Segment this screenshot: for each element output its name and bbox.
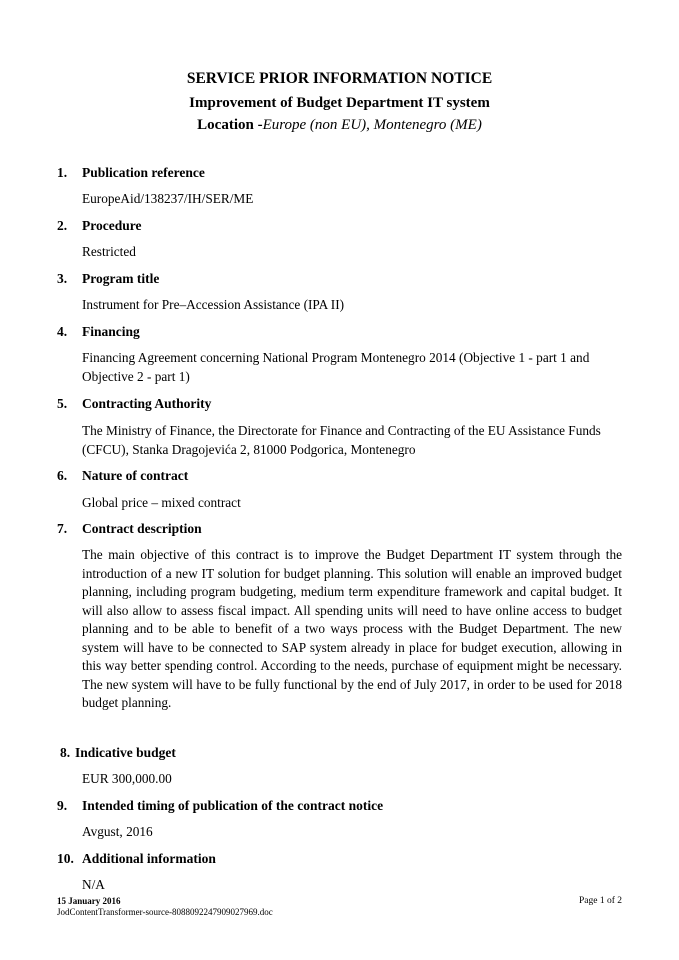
section-8-text: EUR 300,000.00 <box>82 771 172 786</box>
section-9-heading: Intended timing of publication of the contract notice <box>82 798 384 813</box>
location-label: Location - <box>197 117 263 133</box>
section-4-number: 4. <box>57 324 68 339</box>
notice-title: SERVICE PRIOR INFORMATION NOTICE <box>186 70 493 87</box>
section-5-text: The Ministry of Finance, the Directorate for Finance and Contracting of the EU Assistance Funds (CFCU), Stanka Dragojevića 2, 81000 Podgorica, Montenegro <box>82 423 601 457</box>
section-3-heading: Program title <box>82 271 160 286</box>
section-6-heading: Nature of contract <box>82 468 189 483</box>
section-9-text: Avgust, 2016 <box>82 824 153 839</box>
section-1-number: 1. <box>57 165 68 180</box>
footer-source-file: JodContentTransformer-source-8088092247909027969.doc <box>57 907 273 917</box>
section-3-number: 3. <box>57 271 68 286</box>
section-8-heading: Indicative budget <box>75 745 176 760</box>
section-7-number: 7. <box>57 521 68 536</box>
footer-date: 15 January 2016 <box>57 896 121 906</box>
section-2-heading: Procedure <box>82 218 142 233</box>
notice-subtitle: Improvement of Budget Department IT system <box>189 95 490 111</box>
section-7-heading: Contract description <box>82 521 202 536</box>
section-4-text: Financing Agreement concerning National Program Montenegro 2014 (Objective 1 - part 1 and Objective 2 - part 1) <box>82 350 590 384</box>
section-1-text: EuropeAid/138237/IH/SER/ME <box>82 191 254 206</box>
section-10-heading: Additional information <box>82 851 216 866</box>
section-1-heading: Publication reference <box>82 165 205 180</box>
section-6-text: Global price – mixed contract <box>82 495 241 510</box>
section-6-number: 6. <box>57 468 68 483</box>
notice-location <box>0 117 679 134</box>
page-footer-left <box>57 896 273 918</box>
section-5-heading: Contracting Authority <box>82 396 212 411</box>
section-8-number: 8. <box>60 745 71 760</box>
section-9-number: 9. <box>57 798 68 813</box>
section-4-heading: Financing <box>82 324 140 339</box>
section-5-number: 5. <box>57 396 68 411</box>
section-3-text: Instrument for Pre–Accession Assistance (IPA II) <box>82 297 345 312</box>
location-value: Europe (non EU), Montenegro (ME) <box>262 117 482 133</box>
section-7-text: The main objective of this contract is to improve the Budget Department IT system through the introduction of a new IT solution for budget planning. This solution will enable an improved budget planning, including program budgeting, medium term expenditure framework and capital budget. It will also allow to assess fiscal impact. All spending units will need to have online access to budget planning and to be able to benefit of a two ways process with the Budget Department. The new system will have to be connected to SAP system already in place for budget execution, allowing in this way better spending control. According to the needs, purchase of equipment might be necessary. The new system will have to be fully functional by the end of July 2017, in order to be used for 2018 budget planning. <box>82 547 622 710</box>
footer-page-number: Page 1 of 2 <box>578 896 622 906</box>
section-2-number: 2. <box>57 218 68 233</box>
section-10-number: 10. <box>57 851 74 866</box>
section-2-text: Restricted <box>82 244 136 259</box>
section-10-text: N/A <box>82 877 105 892</box>
